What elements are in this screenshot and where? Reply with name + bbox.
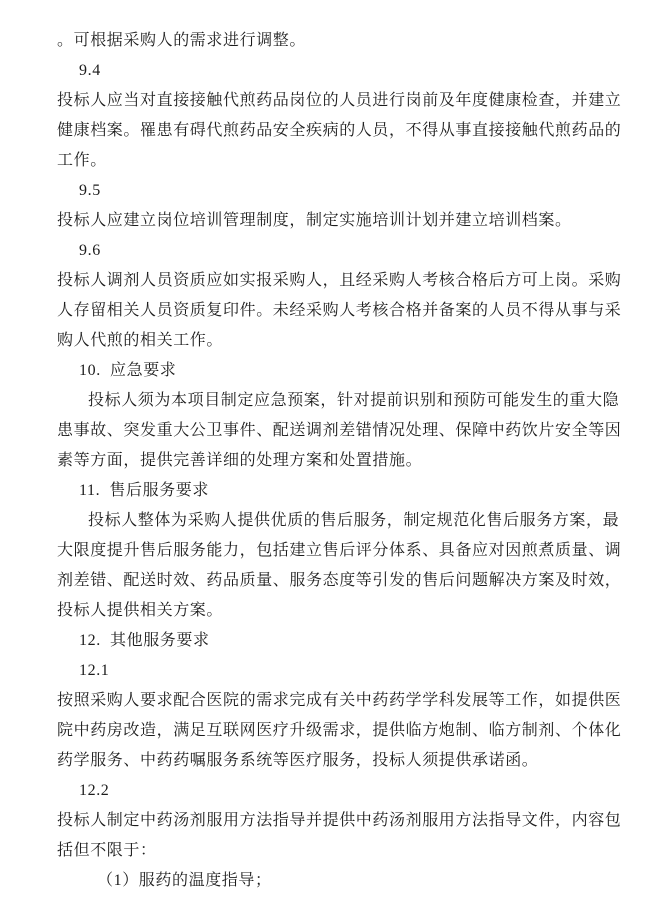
text-line: 12. 其他服务要求	[79, 632, 210, 649]
text-line: 11. 售后服务要求	[79, 482, 210, 499]
text-line: 剂差错、配送时效、药品质量、服务态度等引发的售后问题解决方案及时效，	[57, 572, 622, 589]
text-line: 院中药房改造，满足互联网医疗升级需求，提供临方炮制、临方制剂、个体化	[57, 722, 622, 739]
text-line: 素等方面，提供完善详细的处理方案和处置措施。	[57, 452, 423, 469]
text-line: 患事故、突发重大公卫事件、配送调剂差错情况处理、保障中药饮片安全等因	[57, 422, 622, 439]
text-line: 9.6	[79, 242, 101, 259]
text-line: 药学服务、中药药嘱服务系统等医疗服务，投标人须提供承诺函。	[57, 752, 539, 769]
text-line: 工作。	[57, 152, 107, 169]
text-line: 投标人整体为采购人提供优质的售后服务，制定规范化售后服务方案，最	[88, 512, 620, 529]
text-line: 人存留相关人员资质复印件。未经采购人考核合格并备案的人员不得从事与采	[57, 302, 622, 319]
text-line: 投标人应当对直接接触代煎药品岗位的人员进行岗前及年度健康检查，并建立	[57, 92, 622, 109]
text-line: 健康档案。罹患有碍代煎药品安全疾病的人员，不得从事直接接触代煎药品的	[57, 122, 622, 139]
document-text-block	[57, 26, 622, 896]
text-line: 10. 应急要求	[79, 362, 177, 379]
text-line: 投标人须为本项目制定应急预案，针对提前识别和预防可能发生的重大隐	[88, 392, 620, 409]
text-line: 。可根据采购人的需求进行调整。	[57, 32, 307, 49]
text-line: 投标人提供相关方案。	[57, 602, 224, 619]
text-line: 大限度提升售后服务能力，包括建立售后评分体系、具备应对因煎煮质量、调	[57, 542, 622, 559]
text-line: 12.1	[79, 662, 110, 679]
text-line: 12.2	[79, 782, 110, 799]
text-line: 投标人调剂人员资质应如实报采购人，且经采购人考核合格后方可上岗。采购	[57, 272, 622, 289]
text-line: 投标人制定中药汤剂服用方法指导并提供中药汤剂服用方法指导文件，内容包	[57, 812, 622, 829]
text-line: 9.4	[79, 62, 101, 79]
text-line: 9.5	[79, 182, 101, 199]
text-line: 按照采购人要求配合医院的需求完成有关中药药学学科发展等工作，如提供医	[57, 692, 622, 709]
text-line: （1）服药的温度指导；	[97, 872, 272, 889]
text-line: 购人代煎的相关工作。	[57, 332, 224, 349]
text-line: 括但不限于：	[57, 842, 157, 859]
text-line: 投标人应建立岗位培训管理制度，制定实施培训计划并建立培训档案。	[57, 212, 572, 229]
